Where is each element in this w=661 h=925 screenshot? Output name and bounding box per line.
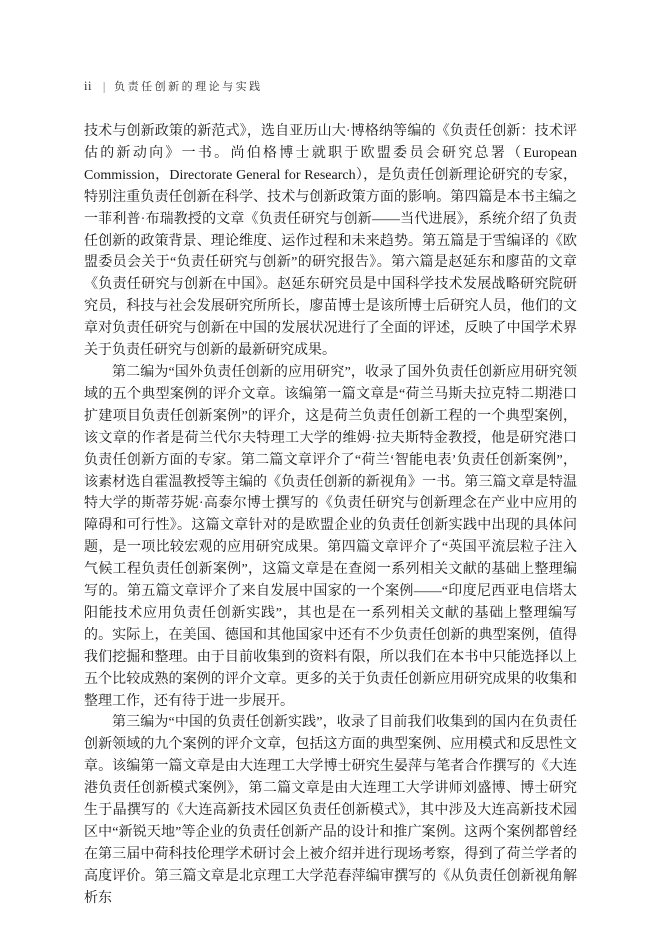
header-separator: | (102, 80, 106, 94)
page-body (84, 121, 577, 910)
paragraph-continuation: 技术与创新政策的新范式》，选自亚历山大·博格纳等编的《负责任创新：技术评估的新动向》一书。尚伯格博士就职于欧盟委员会研究总署（European Commission，Directorate General for Research），是负责任创新理论研究的专家，特别注重负责任创新在科学、技术与创新政策方面的影响。第四篇是本书主编之一菲利普·布瑞教授的文章《负责任研究与创新——当代进展》，系统介绍了负责任创新的政策背景、理论维度、运作过程和未来趋势。第五篇是于雪编译的《欧盟委员会关于“负责任研究与创新”的研究报告》。第六篇是赵延东和廖苗的文章《负责任研究与创新在中国》。赵延东研究员是中国科学技术发展战略研究院研究员，科技与社会发展研究所所长，廖苗博士是该所博士后研究人员，他们的文章对负责任研究与创新在中国的发展状况进行了全面的评述，反映了中国学术界关于负责任研究与创新的最新研究成果。 (84, 124, 577, 359)
paragraph-second-part: 第二编为“国外负责任创新的应用研究”，收录了国外负责任创新应用研究领域的五个典型案例的评介文章。该编第一篇文章是“荷兰马斯夫拉克特二期港口扩建项目负责任创新案例”的评介，这是荷兰负责任创新工程的一个典型案例，该文章的作者是荷兰代尔夫特理工大学的维姆·拉夫斯特金教授，他是研究港口负责任创新方面的专家。第二篇文章评介了“荷兰‘智能电表’负责任创新案例”，该素材选自霍温教授等主编的《负责任创新的新视角》一书。第三篇文章是特温特大学的斯蒂芬妮·高泰尔博士撰写的《负责任研究与创新理念在产业中应用的障碍和可行性》。这篇文章针对的是欧盟企业的负责任创新实践中出现的具体问题，是一项比较宏观的应用研究成果。第四篇文章评介了“英国平流层粒子注入气候工程负责任创新案例”，这篇文章是在查阅一系列相关文献的基础上整理编写的。第五篇文章评介了来自发展中国家的一个案例——“印度尼西亚电信塔太阳能技术应用负责任创新实践”，其也是在一系列相关文献的基础上整理编写的。实际上，在美国、德国和其他国家中还有不少负责任创新的典型案例，值得我们挖掘和整理。由于目前收集到的资料有限，所以我们在本书中只能选择以上五个比较成熟的案例的评介文章。更多的关于负责任创新应用研究成果的收集和整理工作，还有待于进一步展开。 (84, 364, 577, 709)
page-number: ii (84, 79, 92, 93)
paragraph-third-part: 第三编为“中国的负责任创新实践”，收录了目前我们收集到的国内在负责任创新领域的九个案例的评介文章，包括这方面的典型案例、应用模式和反思性文章。该编第一篇文章是由大连理工大学博士研究生晏萍与笔者合作撰写的《大连港负责任创新模式案例》，第二篇文章是由大连理工大学讲师刘盛博、博士研究生于晶撰写的《大连高新技术园区负责任创新模式》，其中涉及大连高新技术园区中“新锐天地”等企业的负责任创新产品的设计和推广案例。这两个案例都曾经在第三届中荷科技伦理学术研讨会上被介绍并进行现场考察，得到了荷兰学者的高度评价。第三篇文章是北京理工大学范春萍编审撰写的《从负责任创新视角解析东 (84, 715, 577, 906)
page-header (84, 78, 577, 94)
running-title: 负责任创新的理论与实践 (114, 81, 263, 93)
